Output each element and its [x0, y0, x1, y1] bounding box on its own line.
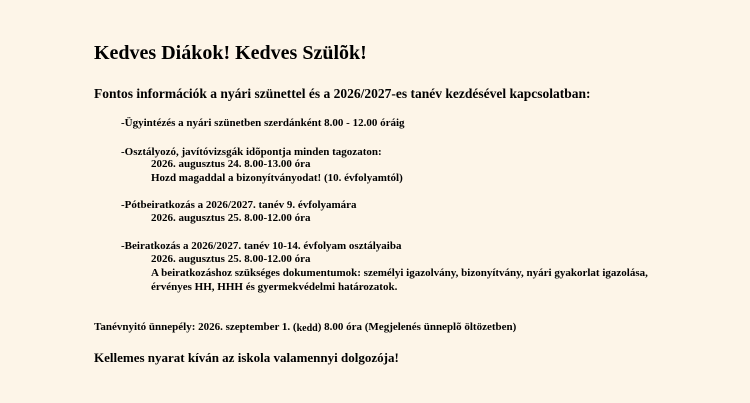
- item-enrollment-date: 2026. augusztus 25. 8.00-12.00 óra: [151, 253, 311, 265]
- item-enrollment: -Beiratkozás a 2026/2027. tanév 10-14. évfolyam osztályaiba: [121, 240, 402, 252]
- item-supplementary-enrollment: -Pótbeiratkozás a 2026/2027. tanév 9. évfolyamára: [121, 199, 357, 211]
- item-office-hours: -Ügyintézés a nyári szünetben szerdánként 8.00 - 12.00 óráig: [121, 117, 405, 129]
- opening-ceremony-prefix: Tanévnyitó ünnepély: 2026. szeptember 1. (: [94, 321, 297, 333]
- page-title: Kedves Diákok! Kedves Szülõk!: [94, 42, 367, 64]
- opening-ceremony-day: kedd: [296, 323, 318, 334]
- item-exams-note: Hozd magaddal a bizonyítványodat! (10. évfolyamtól): [151, 172, 403, 184]
- item-exams-date: 2026. augusztus 24. 8.00-13.00 óra: [151, 158, 311, 170]
- item-enrollment-documents: A beiratkozáshoz szükséges dokumentumok: személyi igazolvány, bizonyítvány, nyári gyakorlat igazolása,: [151, 267, 648, 279]
- closing-message: Kellemes nyarat kíván az iskola valamennyi dolgozója!: [94, 350, 399, 365]
- opening-ceremony: [94, 321, 516, 333]
- opening-ceremony-suffix: ) 8.00 óra (Megjelenés ünneplõ öltözetben): [317, 321, 517, 333]
- item-exams: -Osztályozó, javítóvizsgák idõpontja minden tagozaton:: [121, 146, 382, 158]
- item-enrollment-documents-cont: érvényes HH, HHH és gyermekvédelmi határozatok.: [151, 281, 398, 293]
- item-supplementary-enrollment-date: 2026. augusztus 25. 8.00-12.00 óra: [151, 212, 311, 224]
- intro-text: Fontos információk a nyári szünettel és a 2026/2027-es tanév kezdésével kapcsolatban:: [94, 86, 591, 101]
